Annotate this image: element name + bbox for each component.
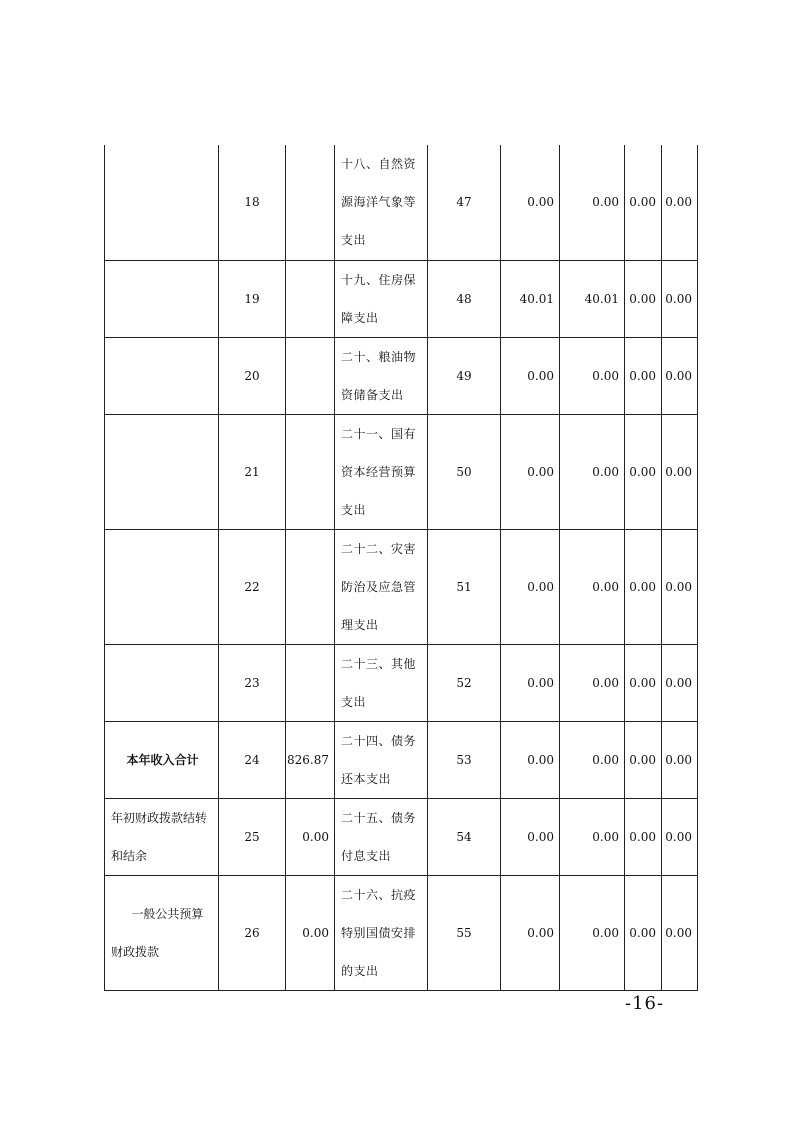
income-row-number: 25 [219, 798, 286, 875]
expenditure-row-number: 50 [428, 414, 501, 529]
expenditure-item: 二十一、国有资本经营预算支出 [335, 414, 428, 529]
table-row [105, 798, 698, 875]
expenditure-total: 0.00 [501, 337, 560, 414]
income-source-cell [105, 145, 219, 260]
expenditure-col-2: 0.00 [560, 414, 625, 529]
expenditure-item: 二十四、债务还本支出 [335, 721, 428, 798]
income-source-cell [105, 260, 219, 337]
table-row [105, 529, 698, 644]
expenditure-col-4: 0.00 [662, 721, 698, 798]
expenditure-item: 二十、粮油物资储备支出 [335, 337, 428, 414]
expenditure-col-4: 0.00 [662, 337, 698, 414]
expenditure-col-4: 0.00 [662, 875, 698, 990]
table-row [105, 644, 698, 721]
expenditure-total: 0.00 [501, 644, 560, 721]
expenditure-item: 十九、住房保障支出 [335, 260, 428, 337]
income-amount [286, 529, 335, 644]
expenditure-col-3: 0.00 [625, 145, 662, 260]
expenditure-total: 0.00 [501, 145, 560, 260]
expenditure-col-3: 0.00 [625, 798, 662, 875]
table-row [105, 721, 698, 798]
expenditure-col-3: 0.00 [625, 529, 662, 644]
income-amount [286, 414, 335, 529]
income-source-cell: 本年收入合计 [105, 721, 219, 798]
expenditure-col-2: 0.00 [560, 798, 625, 875]
expenditure-col-2: 0.00 [560, 337, 625, 414]
table-row [105, 260, 698, 337]
expenditure-col-2: 0.00 [560, 145, 625, 260]
income-source-cell [105, 529, 219, 644]
income-amount [286, 644, 335, 721]
expenditure-col-2: 0.00 [560, 529, 625, 644]
expenditure-col-2: 0.00 [560, 875, 625, 990]
expenditure-total: 0.00 [501, 529, 560, 644]
budget-table [104, 145, 698, 991]
expenditure-col-2: 0.00 [560, 644, 625, 721]
expenditure-row-number: 53 [428, 721, 501, 798]
expenditure-col-3: 0.00 [625, 414, 662, 529]
income-row-number: 19 [219, 260, 286, 337]
income-amount: 826.87 [286, 721, 335, 798]
income-row-number: 22 [219, 529, 286, 644]
income-amount: 0.00 [286, 875, 335, 990]
expenditure-col-4: 0.00 [662, 145, 698, 260]
expenditure-col-2: 0.00 [560, 721, 625, 798]
income-row-number: 24 [219, 721, 286, 798]
income-source-cell [105, 337, 219, 414]
expenditure-item: 十八、自然资源海洋气象等支出 [335, 145, 428, 260]
table-row [105, 875, 698, 990]
income-source-cell [105, 414, 219, 529]
expenditure-item: 二十六、抗疫特别国债安排的支出 [335, 875, 428, 990]
expenditure-col-3: 0.00 [625, 337, 662, 414]
expenditure-col-3: 0.00 [625, 721, 662, 798]
expenditure-row-number: 54 [428, 798, 501, 875]
income-row-number: 21 [219, 414, 286, 529]
income-source-cell: 一般公共预算财政拨款 [105, 875, 219, 990]
expenditure-col-4: 0.00 [662, 414, 698, 529]
expenditure-total: 0.00 [501, 798, 560, 875]
expenditure-col-4: 0.00 [662, 644, 698, 721]
expenditure-item: 二十三、其他支出 [335, 644, 428, 721]
expenditure-row-number: 52 [428, 644, 501, 721]
expenditure-item: 二十二、灾害防治及应急管理支出 [335, 529, 428, 644]
income-amount [286, 337, 335, 414]
income-row-number: 26 [219, 875, 286, 990]
expenditure-row-number: 47 [428, 145, 501, 260]
income-amount [286, 145, 335, 260]
table-row [105, 337, 698, 414]
expenditure-col-3: 0.00 [625, 644, 662, 721]
income-source-cell: 年初财政拨款结转和结余 [105, 798, 219, 875]
expenditure-col-2: 40.01 [560, 260, 625, 337]
income-source-cell [105, 644, 219, 721]
table-row [105, 145, 698, 260]
expenditure-row-number: 49 [428, 337, 501, 414]
expenditure-col-3: 0.00 [625, 260, 662, 337]
expenditure-total: 40.01 [501, 260, 560, 337]
expenditure-col-4: 0.00 [662, 529, 698, 644]
income-row-number: 23 [219, 644, 286, 721]
expenditure-row-number: 51 [428, 529, 501, 644]
expenditure-total: 0.00 [501, 414, 560, 529]
expenditure-row-number: 55 [428, 875, 501, 990]
expenditure-total: 0.00 [501, 721, 560, 798]
page-number: -16- [625, 993, 665, 1014]
income-amount [286, 260, 335, 337]
expenditure-col-4: 0.00 [662, 798, 698, 875]
expenditure-item: 二十五、债务付息支出 [335, 798, 428, 875]
expenditure-col-3: 0.00 [625, 875, 662, 990]
income-amount: 0.00 [286, 798, 335, 875]
income-row-number: 20 [219, 337, 286, 414]
table-row [105, 414, 698, 529]
expenditure-row-number: 48 [428, 260, 501, 337]
expenditure-col-4: 0.00 [662, 260, 698, 337]
expenditure-total: 0.00 [501, 875, 560, 990]
income-row-number: 18 [219, 145, 286, 260]
